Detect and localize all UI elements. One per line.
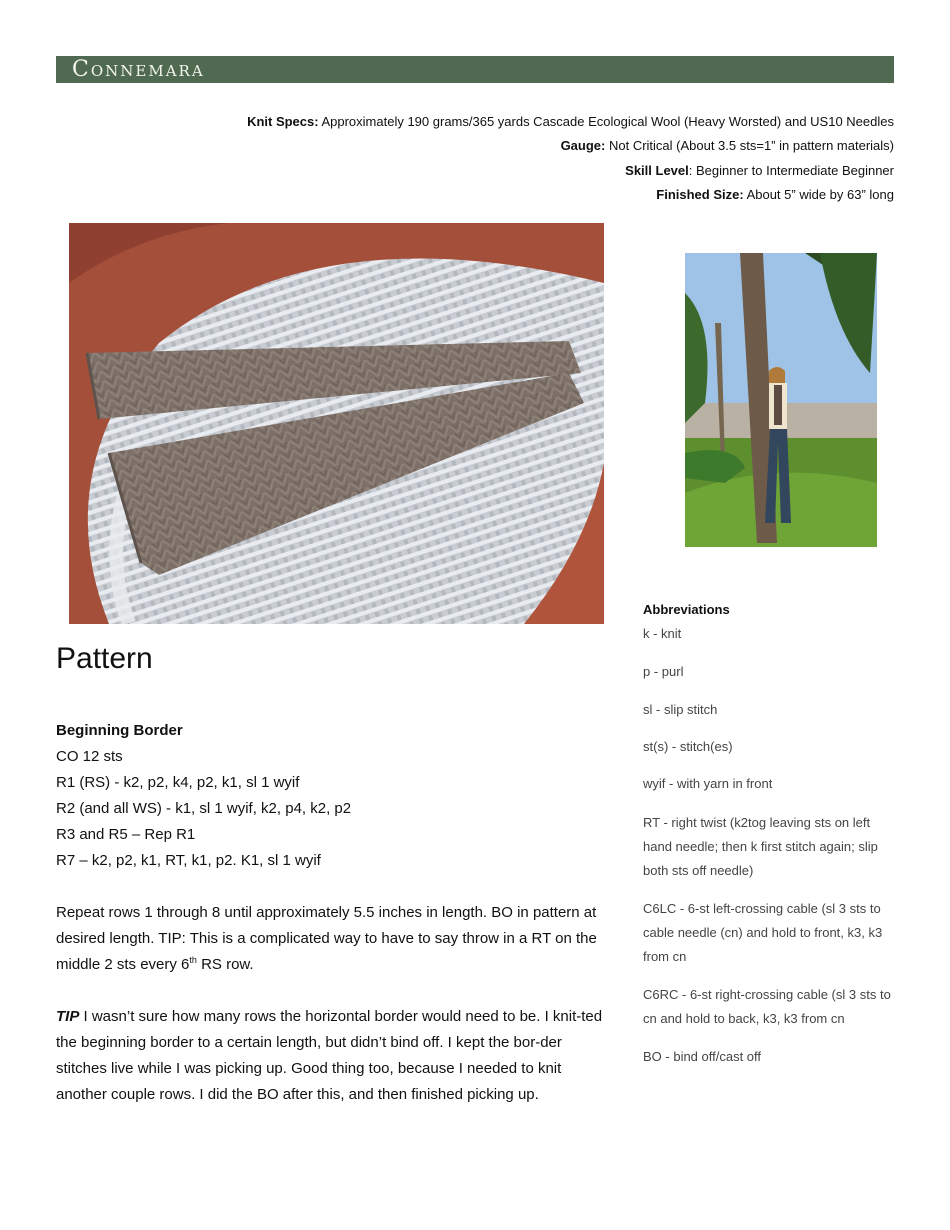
scarf-photo: [69, 223, 604, 624]
pattern-row: R7 – k2, p2, k1, RT, k1, p2. K1, sl 1 wyif: [56, 852, 321, 869]
beginning-border-section: [56, 718, 351, 874]
pattern-title: Connemara: [72, 57, 205, 82]
abbreviation-item: sl - slip stitch: [643, 702, 718, 717]
pattern-heading: Pattern: [56, 642, 153, 675]
spec-label: Finished Size:: [656, 186, 744, 202]
repeat-text: Repeat rows 1 through 8 until approximately 5.5 inches in length. BO in pattern at desired length. TIP: This is a complicated way to have to say throw in a RT on the middle 2 sts every 6: [56, 904, 597, 973]
abbreviations-heading: Abbreviations: [643, 602, 730, 617]
beginning-border-heading: Beginning Border: [56, 722, 183, 739]
abbreviation-item: wyif - with yarn in front: [643, 776, 773, 791]
pattern-row: R3 and R5 – Rep R1: [56, 826, 196, 843]
tip-paragraph: [56, 1004, 608, 1108]
pattern-row: R2 (and all WS) - k1, sl 1 wyif, k2, p4, k2, p2: [56, 800, 352, 817]
spec-value: Approximately 190 grams/365 yards Cascade Ecological Wool (Heavy Worsted) and US10 Needles: [318, 114, 894, 129]
abbreviation-item: BO - bind off/cast off: [643, 1049, 762, 1064]
abbreviation-item: st(s) - stitch(es): [643, 739, 733, 754]
spec-label: Knit Specs:: [247, 114, 319, 129]
repeat-text-end: RS row.: [196, 956, 254, 973]
pattern-row: CO 12 sts: [56, 748, 123, 765]
model-photo: [685, 253, 877, 547]
abbreviation-item: p - purl: [643, 664, 684, 679]
knit-specs: [247, 110, 894, 207]
tip-label: TIP: [56, 1008, 80, 1025]
spec-value: Not Critical (About 3.5 sts=1” in pattern materials): [605, 138, 894, 154]
spec-skill: [247, 159, 894, 183]
spec-size: [247, 183, 894, 207]
spec-knit: [247, 110, 894, 134]
pattern-row: R1 (RS) - k2, p2, k4, p2, k1, sl 1 wyif: [56, 774, 300, 791]
repeat-paragraph: [56, 900, 608, 978]
spec-label: Skill Level: [625, 162, 689, 178]
abbreviations-section: [643, 598, 899, 1069]
abbreviation-item: C6RC - 6-st right-crossing cable (sl 3 sts to cn and hold to back, k3, k3 from cn: [643, 987, 891, 1026]
spec-label: Gauge:: [560, 138, 606, 154]
title-banner: [56, 56, 894, 83]
spec-value: About 5” wide by 63” long: [743, 186, 894, 202]
abbreviation-item: RT - right twist (k2tog leaving sts on left hand needle; then k first stitch again; slip both sts off needle): [643, 815, 878, 878]
abbreviation-item: C6LC - 6-st left-crossing cable (sl 3 sts to cable needle (cn) and hold to front, k3, k3 from cn: [643, 901, 883, 964]
tip-text: I wasn’t sure how many rows the horizontal border would need to be. I knit-ted the beginning border to a certain length, but didn’t bind off. I kept the bor-der stitches live while I was picking up. Good thing too, because I needed to knit another couple rows. I did the BO after this, and then finished picking up.: [56, 1008, 603, 1103]
spec-value: : Beginner to Intermediate Beginner: [688, 162, 894, 178]
ordinal-suffix: th: [189, 955, 197, 965]
abbreviation-item: k - knit: [643, 626, 682, 641]
spec-gauge: [247, 134, 894, 158]
